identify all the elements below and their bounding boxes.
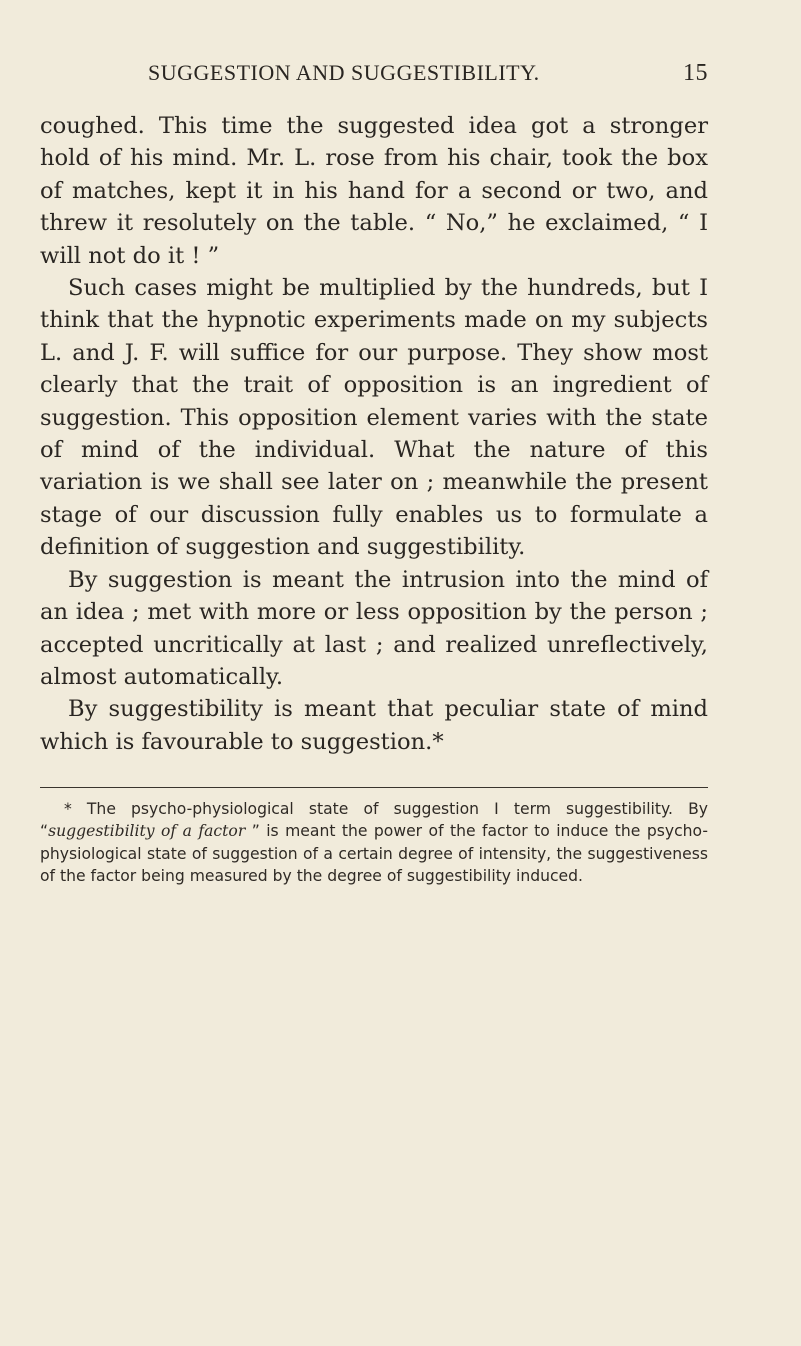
running-header: [148, 60, 708, 86]
running-title: SUGGESTION AND SUGGESTIBILITY.: [148, 60, 540, 85]
paragraph: Such cases might be multiplied by the hundreds, but I think that the hypnotic experiments made on my subjects L. and J. F. will suffice for our purpose. They show most clearly that the trait of opposition is an ingredient of suggestion. This opposition element varies with the state of mind of the individual. What the nature of this variation is we shall see later on ; meanwhile the present stage of our discussion fully enables us to formulate a definition of suggestion and suggestibility.: [40, 275, 708, 561]
paragraph-definition-suggestibility: By suggestibility is meant that peculiar state of mind which is favourable to suggestion.*: [40, 696, 708, 755]
page-number: 15: [683, 60, 708, 86]
footnote: [40, 798, 708, 888]
footnote-tail: ” is meant the power of the factor to induce the psycho-physiological state of suggestion of a certain degree of intensity, the suggestiveness of the factor being measured by the degree of suggestibility induced.: [40, 822, 708, 886]
footnote-lead: * The psycho-physiological state of suggestion I term suggestibility. By “: [40, 800, 708, 841]
paragraph-definition-suggestion: By suggestion is meant the intrusion into the mind of an idea ; met with more or less opposition by the person ; accepted uncritically at last ; and realized unreflectively, almost automatically.: [40, 566, 708, 690]
paragraph-continuation: coughed. This time the suggested idea got a stronger hold of his mind. Mr. L. rose from his chair, took the box of matches, kept it in his hand for a second or two, and threw it resolutely on the table. “ No,” he exclaimed, “ I will not do it ! ”: [40, 113, 708, 269]
footnote-rule: [40, 787, 708, 788]
footnote-text: [40, 798, 708, 888]
footnote-italic-term: suggestibility of a factor: [48, 822, 246, 841]
main-text: [40, 110, 708, 758]
